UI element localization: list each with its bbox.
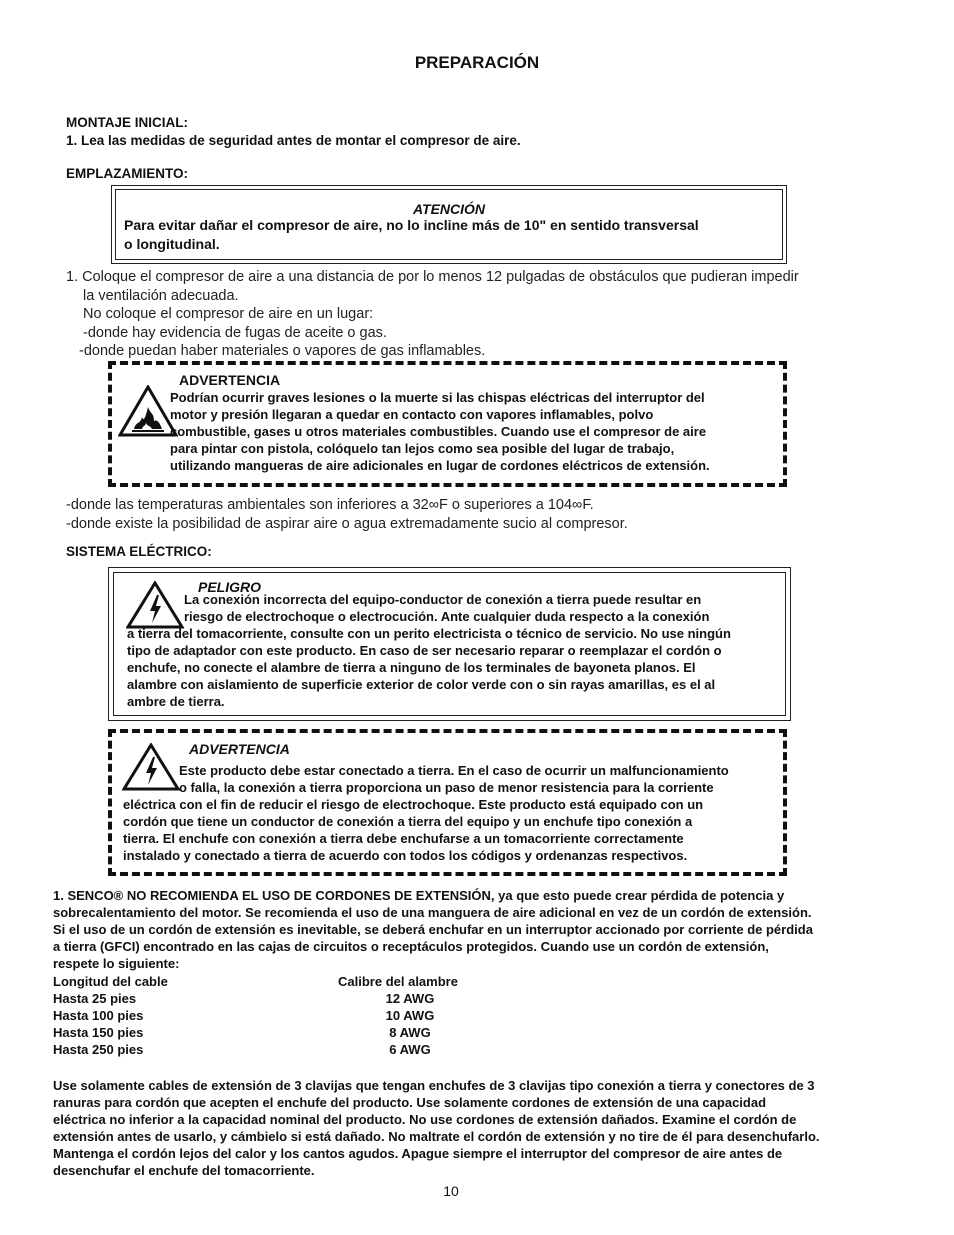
- advertencia-electric-text-top: Este producto debe estar conectado a tierra. En el caso de ocurrir un malfuncionamiento o falla, la conexión a tierra proporciona un paso de menor resistencia para la corriente: [179, 763, 729, 795]
- emplazamiento-body: 1. Coloque el compresor de aire a una distancia de por lo menos 12 pulgadas de obstáculos que pudieran impedir la ventilación adecuada. No coloque el compresor de aire en un lugar: -donde hay evidencia de fugas de aceite o gas. -donde puedan haber materiales o vapores de gas inflamables.: [66, 269, 799, 359]
- page-title: PREPARACIÓN: [414, 53, 540, 72]
- montaje-heading: MONTAJE INICIAL:: [66, 115, 188, 130]
- table-row: [53, 990, 463, 1007]
- peligro-text-body: a tierra del tomacorriente, consulte con un perito electricista o técnico de servicio. No use ningún tipo de adaptador con este producto. En caso de ser necesario reparar o reemplazar el cordón o enchufe, no conecte el alambre de tierra a ninguno de los terminales de bayoneta planos. El alambre con aislamiento de superficie exterior de color verde con o sin rayas amarillas, es el al ambre de tierra.: [127, 626, 731, 709]
- table-cell-gauge: 8 AWG: [389, 1025, 431, 1040]
- peligro-box: [108, 567, 791, 721]
- advertencia-fire-title: ADVERTENCIA: [179, 372, 281, 388]
- emplazamiento-after: -donde las temperaturas ambientales son inferiores a 32∞F o superiores a 104∞F. -donde existe la posibilidad de aspirar aire o agua extremadamente sucio al compresor.: [66, 497, 628, 532]
- atencion-box: [111, 185, 787, 264]
- montaje-line: 1. Lea las medidas de seguridad antes de montar el compresor de aire.: [66, 133, 521, 148]
- table-cell-gauge: 12 AWG: [385, 991, 435, 1006]
- advertencia-fire-text: Podrían ocurrir graves lesiones o la muerte si las chispas eléctricas del interruptor del motor y presión llegaran a quedar en contacto con vapores inflamables, polvo combustible, gases u otros materiales combustibles. Cuando use el compresor de aire para pintar con pistola, colóquelo tan lejos como sea posible del lugar de trabajo, utilizando mangueras de aire adicionales en lugar de cordones eléctricos de extensión.: [170, 390, 710, 473]
- advertencia-fire-box: [108, 361, 787, 487]
- table-row: [53, 1007, 463, 1024]
- table-row: [53, 1024, 463, 1041]
- electrico-heading: SISTEMA ELÉCTRICO:: [66, 544, 212, 559]
- page-number: 10: [443, 1183, 459, 1199]
- electric-shock-icon: [122, 743, 180, 791]
- cable-gauge-table: [53, 973, 463, 1058]
- peligro-text-top: La conexión incorrecta del equipo-conductor de conexión a tierra puede resultar en riesgo de electrochoque o electrocución. Ante cualquier duda respecto a la conexión: [184, 592, 710, 624]
- table-cell-length: Hasta 100 pies: [53, 1008, 144, 1023]
- emplazamiento-heading: EMPLAZAMIENTO:: [66, 166, 188, 181]
- table-cell-length: Hasta 150 pies: [53, 1025, 144, 1040]
- table-header-length: Longitud del cable: [53, 974, 168, 989]
- table-header-row: [53, 973, 463, 990]
- atencion-text: Para evitar dañar el compresor de aire, no lo incline más de 10" en sentido transversal o longitudinal.: [124, 217, 699, 252]
- electric-shock-icon: [126, 581, 184, 629]
- table-cell-gauge: 6 AWG: [389, 1042, 431, 1057]
- table-row: [53, 1041, 463, 1058]
- advertencia-electric-title: ADVERTENCIA: [189, 741, 290, 757]
- table-cell-length: Hasta 25 pies: [53, 991, 137, 1006]
- table-header-gauge: Calibre del alambre: [338, 974, 458, 989]
- final-paragraph: Use solamente cables de extensión de 3 clavijas que tengan enchufes de 3 clavijas tipo conexión a tierra y conectores de 3 ranuras para cordón que acepten el enchufe del producto. Use solamente cordones de extensión de una capacidad eléctrica no inferior a la capacidad nominal del producto. No use cordones de extensión dañados. Examine el cordón de extensión antes de usarlo, y cámbielo si está dañado. No maltrate el cordón de extensión y no tire de él para desenchufarlo. Mantenga el cordón lejos del calor y los cantos agudos. Apague siempre el interruptor del compresor de aire antes de desenchufar el enchufe del tomacorriente.: [53, 1078, 820, 1178]
- senco-paragraph: 1. SENCO® NO RECOMIENDA EL USO DE CORDONES DE EXTENSIÓN, ya que esto puede crear pérdida de potencia y sobrecalentamiento del motor. Se recomienda el uso de una manguera de aire adicional en vez de un cordón de extensión. Si el uso de un cordón de extensión es inevitable, se deberá enchufar en un interruptor accionado por corriente de pérdida a tierra (GFCI) encontrado en las cajas de circuitos o receptáculos protegidos. Cuando use un cordón de extensión, respete lo siguiente:: [53, 888, 813, 971]
- fire-hazard-icon: [118, 385, 178, 437]
- peligro-title: PELIGRO: [198, 579, 262, 595]
- table-cell-length: Hasta 250 pies: [53, 1042, 144, 1057]
- table-cell-gauge: 10 AWG: [385, 1008, 435, 1023]
- advertencia-electric-text-body: eléctrica con el fin de reducir el riesgo de electrochoque. Este producto está equipado con un cordón que tiene un conductor de conexión a tierra del equipo y un enchufe tipo conexión a tierra. El enchufe con conexión a tierra debe enchufarse a un tomacorriente correctamente instalado y conectado a tierra de acuerdo con todos los códigos y ordenanzas respectivos.: [123, 797, 704, 863]
- advertencia-electric-box: [108, 729, 787, 876]
- atencion-title: ATENCIÓN: [412, 201, 486, 217]
